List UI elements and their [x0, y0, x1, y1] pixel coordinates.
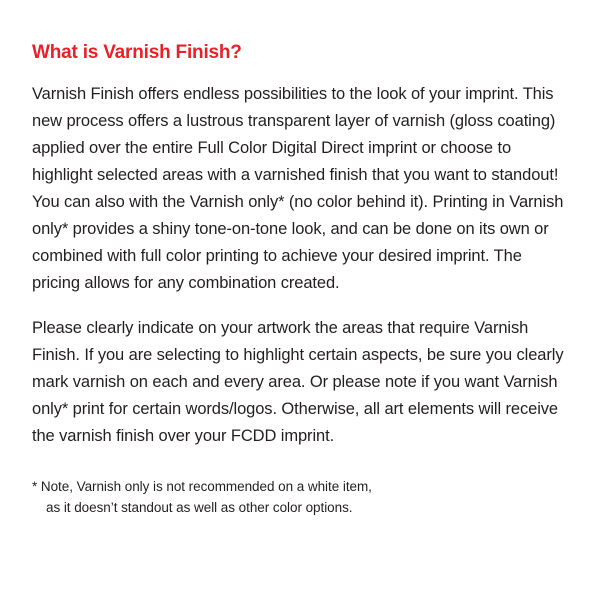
paragraph-varnish-description: Varnish Finish offers endless possibilities to the look of your imprint. This new process offers a lustrous transparent layer of varnish (gloss coating) applied over the entire Full Color Digital Direct imprint or choose to highlight selected areas with a varnished finish that you want to standout! You can also with the Varnish only* (no color behind it). Printing in Varnish only* provides a shiny tone-on-tone look, and can be done on its own or combined with full color printing to achieve your desired imprint. The pricing allows for any combination created. [32, 84, 564, 292]
page-title: What is Varnish Finish? [32, 42, 242, 63]
footnote-line-2: as it doesn’t standout as well as other color options. [46, 499, 353, 515]
paragraph-artwork-instructions: Please clearly indicate on your artwork the areas that require Varnish Finish. If you are selecting to highlight certain aspects, be sure you clearly mark varnish on each and every area. Or please note if you want Varnish only* print for certain words/logos. Otherwise, all art elements will receive the varnish finish over your FCDD imprint. [32, 318, 564, 445]
footnote-line-1: * Note, Varnish only is not recommended on a white item, [32, 478, 372, 494]
bottom-spacer [32, 518, 566, 570]
footnote [32, 476, 566, 518]
